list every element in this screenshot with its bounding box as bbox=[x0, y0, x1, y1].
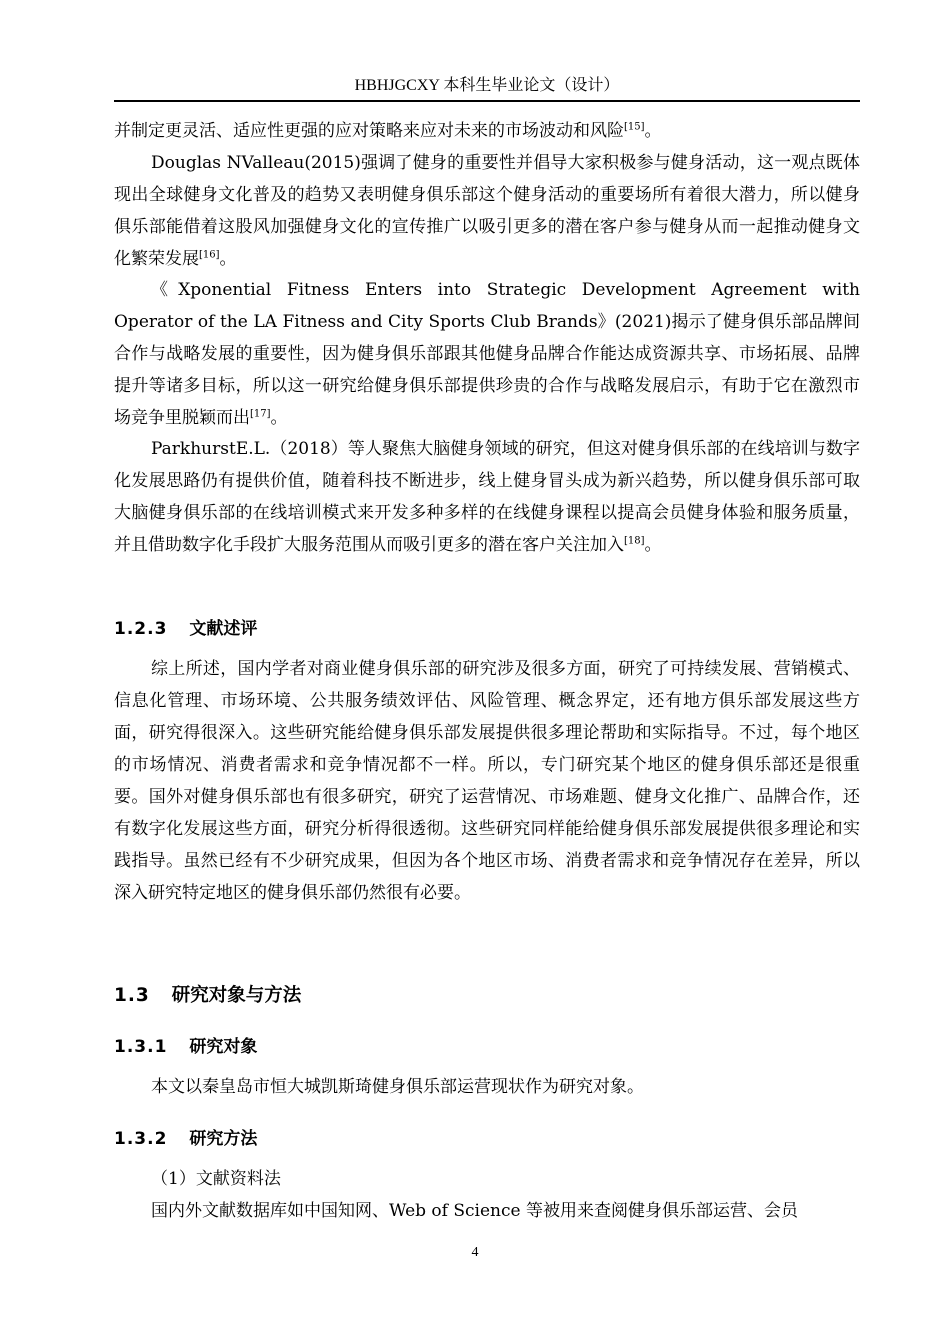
paragraph-literature-review: 综上所述，国内学者对商业健身俱乐部的研究涉及很多方面，研究了可持续发展、营销模式、信息化管理、市场环境、公共服务绩效评估、风险管理、概念界定，还有地方俱乐部发展这些方面，研究得很深入。这些研究能给健身俱乐部发展提供很多理论帮助和实际指导。不过，每个地区的市场情况、消费者需求和竞争情况都不一样。所以，专门研究某个地区的健身俱乐部还是很重要。国外对健身俱乐部也有很多研究，研究了运营情况、市场难题、健身文化推广、品牌合作，还有数字化发展这些方面，研究分析得很透彻。这些研究同样能给健身俱乐部发展提供很多理论和实践指导。虽然已经有不少研究成果，但因为各个地区市场、消费者需求和竞争情况存在差异，所以深入研究特定地区的健身俱乐部仍然很有必要。 bbox=[114, 659, 860, 903]
paragraph-xponential bbox=[114, 274, 860, 434]
paragraph-text: Douglas NValleau(2015)强调了健身的重要性并倡导大家积极参与健身活动，这一观点既体现出全球健身文化普及的趋势又表明健身俱乐部这个健身活动的重要场所有着很大潜力，所以健身俱乐部能借着这股风加强健身文化的宣传推广以吸引更多的潜在客户参与健身从而一起推动健身文化繁荣发展 bbox=[114, 153, 860, 269]
page-number: 4 bbox=[471, 1245, 479, 1260]
heading-title: 研究方法 bbox=[189, 1129, 258, 1149]
paragraph-research-object: 本文以秦皇岛市恒大城凯斯琦健身俱乐部运营现状作为研究对象。 bbox=[151, 1077, 644, 1097]
method-item-label: （1）文献资料法 bbox=[151, 1169, 281, 1189]
citation-ref: [18] bbox=[624, 535, 645, 547]
citation-ref: [17] bbox=[250, 408, 271, 420]
heading-number: 1.3.2 bbox=[114, 1129, 168, 1149]
section-heading-1-2-3 bbox=[114, 618, 257, 640]
section-heading-1-3-2 bbox=[114, 1128, 257, 1150]
citation-ref: [16] bbox=[199, 249, 220, 261]
paragraph-text: 《Xponential Fitness Enters into Strategic Development Agreement with Operator of the LA Fitness and City Sports Club Brands》(2021)揭示了健身俱乐部品牌间合作与战略发展的重要性，因为健身俱乐部跟其他健身品牌合作能达成资源共享、市场拓展、品牌提升等诸多目标，所以这一研究给健身俱乐部提供珍贵的合作与战略发展启示，有助于它在激烈市场竞争里脱颖而出 bbox=[114, 280, 860, 428]
section-heading-1-3 bbox=[114, 985, 301, 1007]
paragraph-tail: 。 bbox=[270, 408, 288, 428]
running-header: HBHJGCXY 本科生毕业论文（设计） bbox=[354, 77, 620, 94]
citation-ref: [15] bbox=[624, 121, 645, 133]
heading-number: 1.3 bbox=[114, 985, 150, 1006]
paragraph-text: 并制定更灵活、适应性更强的应对策略来应对未来的市场波动和风险 bbox=[114, 121, 624, 141]
heading-number: 1.2.3 bbox=[114, 619, 168, 639]
paragraph-tail: 。 bbox=[644, 535, 662, 555]
paragraph-douglas bbox=[114, 147, 860, 275]
paragraph-tail: 。 bbox=[644, 121, 662, 141]
heading-title: 研究对象 bbox=[189, 1037, 258, 1057]
paragraph-method-detail: 国内外文献数据库如中国知网、Web of Science 等被用来查阅健身俱乐部运营、会员 bbox=[151, 1201, 798, 1221]
heading-title: 文献述评 bbox=[189, 619, 258, 639]
paragraph-parkhurst bbox=[114, 433, 860, 561]
paragraph-tail: 。 bbox=[219, 249, 237, 269]
paragraph-text: ParkhurstE.L.（2018）等人聚焦大脑健身领域的研究，但这对健身俱乐部的在线培训与数字化发展思路仍有提供价值，随着科技不断进步，线上健身冒头成为新兴趋势，所以健身俱乐部可取大脑健身俱乐部的在线培训模式来开发多种多样的在线健身课程以提高会员健身体验和服务质量，并且借助数字化手段扩大服务范围从而吸引更多的潜在客户关注加入 bbox=[114, 439, 860, 555]
heading-number: 1.3.1 bbox=[114, 1037, 168, 1057]
paragraph-continuation bbox=[114, 115, 860, 147]
header-rule bbox=[114, 100, 860, 102]
heading-title: 研究对象与方法 bbox=[171, 985, 302, 1006]
section-heading-1-3-1 bbox=[114, 1036, 257, 1058]
